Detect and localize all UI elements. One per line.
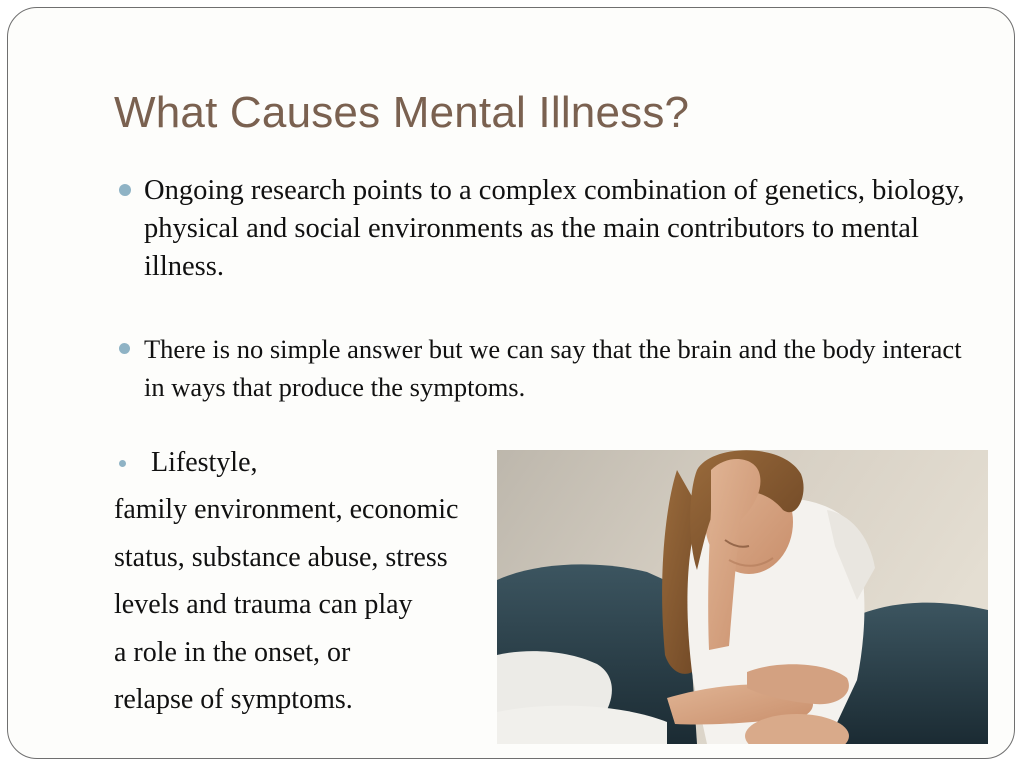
bullet-marker <box>119 460 126 467</box>
bullet-lifestyle <box>149 444 258 482</box>
bullet-marker <box>119 184 131 196</box>
bullet-brain-body <box>144 330 974 406</box>
bullet-marker <box>119 343 130 354</box>
bullet-text: There is no simple answer but we can say that the brain and the body interact in ways that produce the symptoms. <box>144 334 962 402</box>
distressed-woman-photo <box>497 450 988 744</box>
slide-title: What Causes Mental Illness? <box>114 88 690 137</box>
bullet-research <box>144 172 974 286</box>
bullet-text: Ongoing research points to a complex combination of genetics, biology, physical and social environments as the main contributors to mental illness. <box>144 175 965 282</box>
slide <box>7 7 1015 759</box>
lifestyle-factors-text: family environment, economic status, substance abuse, stress levels and trauma can play a role in the onset, or relapse of symptoms. <box>114 494 459 715</box>
photo-illustration <box>497 450 988 744</box>
bullet-text: Lifestyle, <box>151 447 258 478</box>
